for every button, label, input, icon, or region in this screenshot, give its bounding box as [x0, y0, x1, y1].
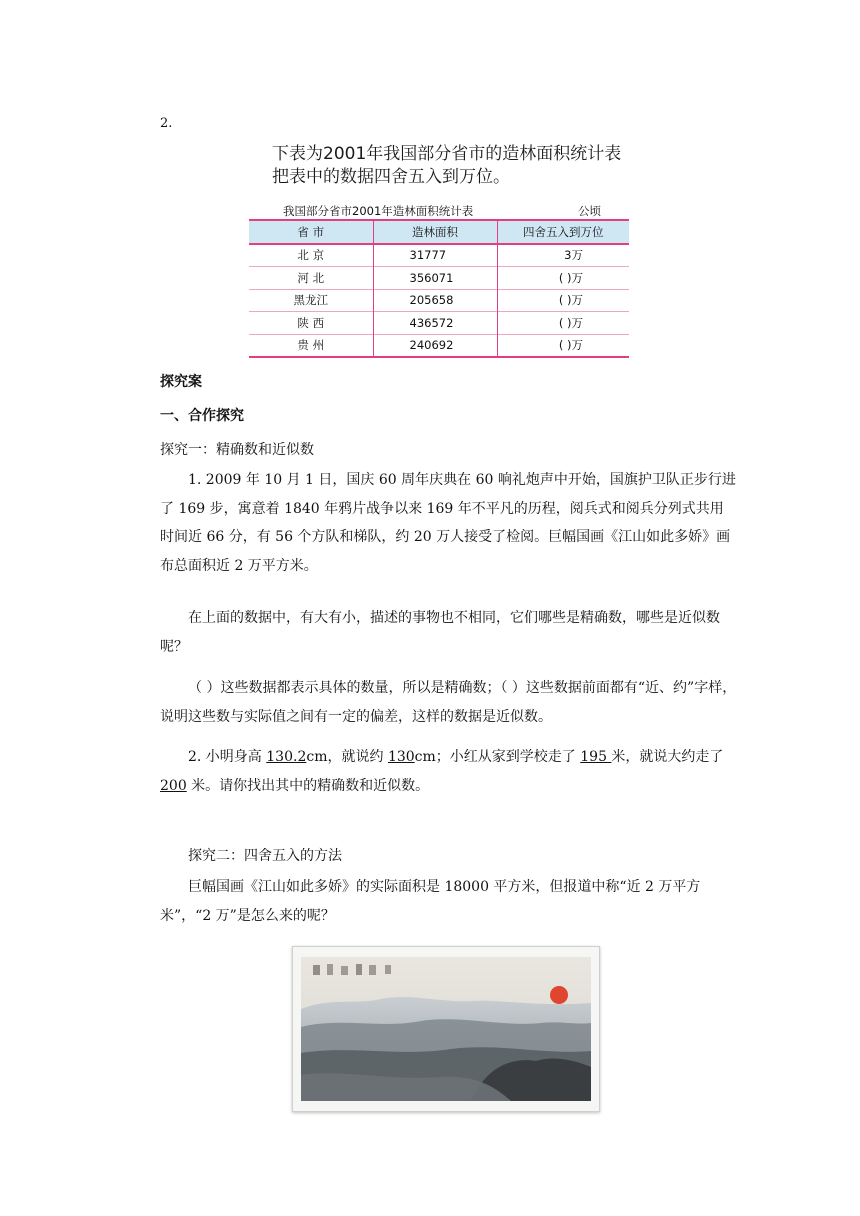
p4-text-b: cm，就说约	[306, 749, 388, 765]
height-approx-value: 130	[387, 749, 415, 765]
p4-text-a: 2. 小明身高	[188, 749, 267, 765]
column-header-area: 造林面积	[373, 220, 497, 244]
item-number: 2.	[160, 116, 173, 131]
painting-illustration	[301, 957, 591, 1101]
landscape-painting-image	[292, 946, 600, 1112]
cell-province: 黑龙江	[249, 289, 373, 312]
table-row	[249, 267, 629, 290]
column-header-rounded: 四舍五入到万位	[497, 220, 629, 244]
table-header-row	[249, 220, 629, 244]
cell-area: 205658	[373, 289, 497, 312]
cell-area: 31777	[373, 244, 497, 267]
cell-rounded: ( )万	[497, 312, 629, 335]
cell-area: 240692	[373, 334, 497, 357]
afforestation-table	[249, 219, 629, 358]
distance-approx-value: 200	[160, 777, 187, 794]
explore1-paragraph2: 在上面的数据中，有大有小，描述的事物也不相同，它们哪些是精确数，哪些是近似数呢？	[160, 610, 720, 655]
cell-area: 436572	[373, 312, 497, 335]
height-exact-value: 130.2	[266, 749, 307, 765]
p4-text-e: 米。请你找出其中的精确数和近似数。	[186, 777, 430, 794]
section-title: 探究案	[160, 374, 202, 390]
cell-province: 陕 西	[249, 312, 373, 335]
table-row	[249, 334, 629, 357]
cell-rounded: ( )万	[497, 334, 629, 357]
distance-exact-value: 195	[580, 749, 612, 765]
cell-province: 河 北	[249, 267, 373, 290]
cell-rounded: ( )万	[497, 289, 629, 312]
p4-text-c: cm；小红从家到学校走了	[414, 749, 581, 765]
column-header-province: 省 市	[249, 220, 373, 244]
explore1-paragraph4	[160, 743, 737, 800]
table-unit: 公顷	[578, 204, 601, 218]
explore2-paragraph1: 巨幅国画《江山如此多娇》的实际面积是 18000 平方米，但报道中称“近 2 万平方米”，“2 万”是怎么来的呢？	[160, 879, 701, 924]
explore1-paragraph1: 1. 2009 年 10 月 1 日，国庆 60 周年庆典在 60 响礼炮声中开始，国旗护卫队正步行进了 169 步，寓意着 1840 年鸦片战争以来 169 年不平凡的历程，阅兵式和阅兵分列式共用时间近 66 分，有 56 个方队和梯队，约 20 万人接受了检阅。巨幅国画《江山如此多娇》画布总面积近 2 万平方米。	[160, 472, 736, 574]
subsection-title: 一、合作探究	[160, 408, 244, 424]
table-row	[249, 312, 629, 335]
table-caption: 我国部分省市2001年造林面积统计表	[283, 204, 474, 218]
p4-text-d: 米，就说大约走了	[611, 749, 724, 765]
cell-province: 北 京	[249, 244, 373, 267]
explore1-title: 探究一：精确数和近似数	[160, 442, 314, 458]
explore1-paragraph3: （ ）这些数据都表示具体的数量，所以是精确数；（ ）这些数据前面都有“近、约”字样，说明这些数与实际值之间有一定的偏差，这样的数据是近似数。	[160, 680, 737, 725]
figure-heading	[272, 143, 642, 189]
table-row	[249, 289, 629, 312]
cell-province: 贵 州	[249, 334, 373, 357]
figure-heading-line1: 下表为2001年我国部分省市的造林面积统计表	[272, 144, 622, 164]
cell-rounded: ( )万	[497, 267, 629, 290]
explore2-title: 探究二：四舍五入的方法	[188, 848, 342, 864]
sun-icon	[550, 986, 568, 1004]
cell-rounded: 3万	[497, 244, 629, 267]
table-row	[249, 244, 629, 267]
cell-area: 356071	[373, 267, 497, 290]
figure-heading-line2: 把表中的数据四舍五入到万位。	[272, 167, 510, 187]
